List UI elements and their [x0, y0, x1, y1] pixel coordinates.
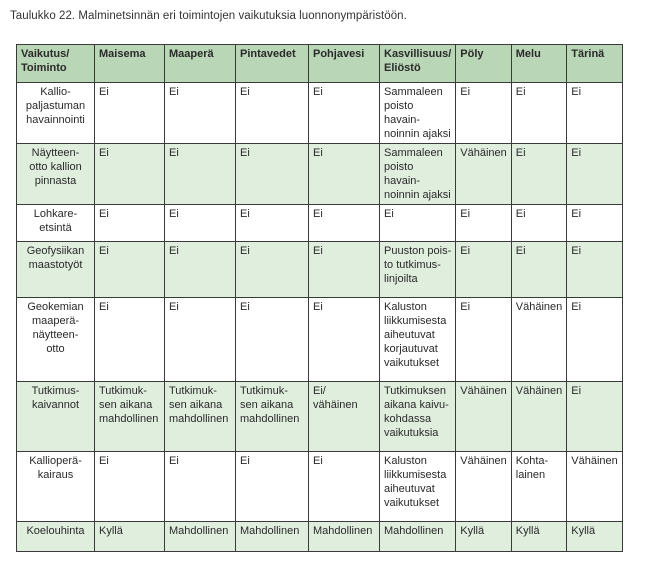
table-cell: Ei [309, 298, 380, 382]
table-cell: Kaluston liikkumisesta aiheutuvat vaikutukset [380, 452, 456, 522]
table-cell: Geokemian maaperä- näytteen- otto [17, 298, 95, 382]
table-cell: Ei [165, 298, 236, 382]
table-cell: Kallioperä- kairaus [17, 452, 95, 522]
table-cell: Ei [567, 242, 623, 298]
table-cell: Ei [236, 83, 309, 144]
header-cell: Maisema [95, 45, 165, 83]
header-cell: Vaikutus/ Toiminto [17, 45, 95, 83]
table-row [17, 452, 623, 522]
table-cell: Kallio- paljastuman havainnointi [17, 83, 95, 144]
table-row [17, 83, 623, 144]
table-cell: Ei [309, 205, 380, 242]
table-cell: Kyllä [567, 522, 623, 552]
table-cell: Ei [95, 144, 165, 205]
table-cell: Ei [95, 205, 165, 242]
table-cell: Ei [511, 205, 567, 242]
table-cell: Ei [456, 298, 512, 382]
header-cell: Tärinä [567, 45, 623, 83]
table-cell: Vähäinen [456, 144, 512, 205]
table-cell: Mahdollinen [165, 522, 236, 552]
table-cell: Ei [567, 298, 623, 382]
table-row [17, 242, 623, 298]
table-cell: Ei [567, 144, 623, 205]
table-cell: Vähäinen [511, 298, 567, 382]
table-cell: Lohkare- etsintä [17, 205, 95, 242]
table-cell: Koelouhinta [17, 522, 95, 552]
table-cell: Tutkimus- kaivannot [17, 382, 95, 452]
table-cell: Ei [165, 205, 236, 242]
table-cell: Mahdollinen [236, 522, 309, 552]
table-cell: Kyllä [95, 522, 165, 552]
header-cell: Pohjavesi [309, 45, 380, 83]
environmental-impacts-table [16, 44, 623, 552]
table-cell: Tutkimuksen aikana kaivu- kohdassa vaikutuksia [380, 382, 456, 452]
table-cell: Ei [95, 242, 165, 298]
table-cell: Vähäinen [456, 452, 512, 522]
table-cell: Tutkimuk- sen aikana mahdollinen [95, 382, 165, 452]
table-cell: Puuston pois- to tutkimus- linjoilta [380, 242, 456, 298]
table-cell: Ei [236, 205, 309, 242]
table-cell: Ei [236, 144, 309, 205]
table-cell: Näytteen- otto kallion pinnasta [17, 144, 95, 205]
table-cell: Ei [567, 83, 623, 144]
table-cell: Ei [165, 83, 236, 144]
table-cell: Ei [309, 452, 380, 522]
table-row [17, 205, 623, 242]
table-cell: Ei [165, 242, 236, 298]
table-cell: Ei/ vähäinen [309, 382, 380, 452]
table-cell: Ei [309, 144, 380, 205]
header-cell: Pintavedet [236, 45, 309, 83]
header-cell: Pöly [456, 45, 512, 83]
table-row [17, 522, 623, 552]
table-cell: Vähäinen [511, 382, 567, 452]
table-cell: Vähäinen [456, 382, 512, 452]
table-cell: Ei [95, 298, 165, 382]
header-cell: Melu [511, 45, 567, 83]
table-cell: Ei [165, 144, 236, 205]
table-row [17, 144, 623, 205]
table-row [17, 298, 623, 382]
table-cell: Ei [511, 242, 567, 298]
table-cell: Vähäinen [567, 452, 623, 522]
table-cell: Ei [309, 83, 380, 144]
table-cell: Ei [236, 298, 309, 382]
table-cell: Ei [456, 242, 512, 298]
header-cell: Maaperä [165, 45, 236, 83]
table-cell: Ei [236, 242, 309, 298]
table-row [17, 382, 623, 452]
table-cell: Ei [95, 452, 165, 522]
table-cell: Tutkimuk- sen aikana mahdollinen [165, 382, 236, 452]
table-cell: Ei [236, 452, 309, 522]
table-cell: Kaluston liikkumisesta aiheutuvat korjautuvat vaikutukset [380, 298, 456, 382]
table-caption: Taulukko 22. Malminetsinnän eri toimintojen vaikutuksia luonnonympäristöön. [10, 10, 407, 22]
header-row [17, 45, 623, 83]
table-cell: Ei [95, 83, 165, 144]
table-cell: Ei [511, 83, 567, 144]
table-cell: Ei [456, 83, 512, 144]
table-cell: Mahdollinen [380, 522, 456, 552]
table-cell: Tutkimuk- sen aikana mahdollinen [236, 382, 309, 452]
table-cell: Ei [165, 452, 236, 522]
table-cell: Mahdollinen [309, 522, 380, 552]
table-cell: Sammaleen poisto havain- noinnin ajaksi [380, 144, 456, 205]
table-cell: Kohta- lainen [511, 452, 567, 522]
table-cell: Ei [380, 205, 456, 242]
table-cell: Ei [567, 205, 623, 242]
table-cell: Geofysiikan maastotyöt [17, 242, 95, 298]
table-cell: Ei [456, 205, 512, 242]
table-cell: Kyllä [456, 522, 512, 552]
table-cell: Ei [511, 144, 567, 205]
table-cell: Ei [567, 382, 623, 452]
header-cell: Kasvillisuus/ Eliöstö [380, 45, 456, 83]
table-cell: Kyllä [511, 522, 567, 552]
table-cell: Sammaleen poisto havain- noinnin ajaksi [380, 83, 456, 144]
table-cell: Ei [309, 242, 380, 298]
